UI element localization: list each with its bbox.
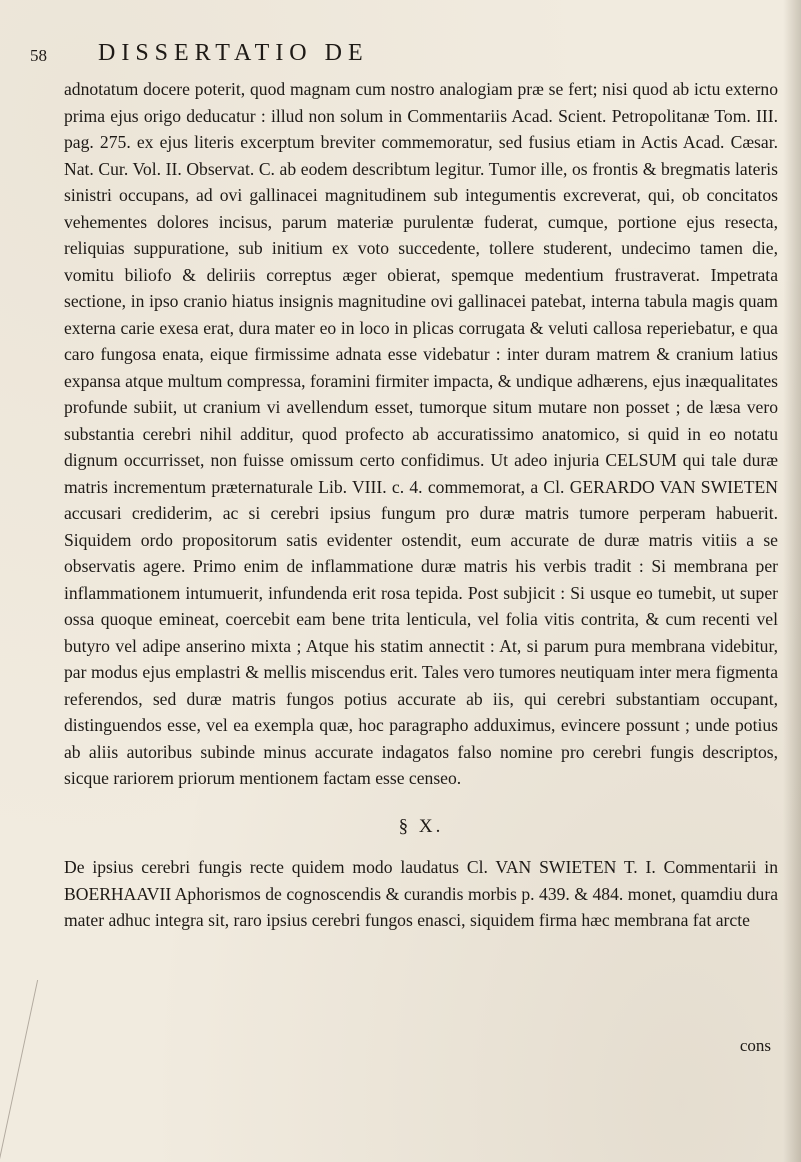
page-number: 58 xyxy=(30,46,47,65)
running-head: DISSERTATIO DE xyxy=(98,40,369,66)
body-text xyxy=(64,76,778,934)
paragraph-1: adnotatum docere poterit, quod magnam cum nostro analogiam præ se fert; nisi quod ab ictu externo prima ejus origo deducatur : illud non solum in Commentariis Acad. Scient. Petropolitanæ Tom. III. pag. 275. ex ejus literis excerptum breviter commemoratur, sed fusius etiam in Actis Acad. Cæsar. Nat. Cur. Vol. II. Observat. C. ab eodem describtum legitur. Tumor ille, os frontis & bregmatis lateris sinistri occupans, ad ovi gallinacei magnitudinem sub integumentis excreverat, qui, ob concitatos vehementes dolores incisus, parum materiæ purulentæ fuderat, cumque, portione ejus resecta, reliquias suppuratione, sub initium ex voto succedente, tollere studerent, undecimo tamen die, vomitu biliofo & deliriis correptus æger obierat, spemque medentium frustraverat. Impetrata sectione, in ipso cranio hiatus insignis magnitudine ovi gallinacei patebat, interna tabula magis quam externa carie exesa erat, dura mater eo in loco in plicas corrugata & veluti callosa reperiebatur, e qua caro fungosa enata, eique firmissime adnata esse videbatur : inter duram matrem & cranium latius expansa atque multum compressa, foramini firmiter impacta, & undique adhærens, ejus inæqualitates profunde subiit, ut cranium vi avellendum esset, tumorque situm mutare non posset ; de læsa vero substantia cerebri nihil additur, quod profecto ab accuratissimo anatomico, si quid in eo notatu dignum occurrisset, non fuisse omissum certo confidimus. Ut adeo injuria CELSUM qui tale duræ matris incrementum præternaturale Lib. VIII. c. 4. commemorat, a Cl. GERARDO VAN SWIETEN accusari crediderim, ac si cerebri ipsius fungum pro duræ matris tumore perperam habuerit. Siquidem ordo propositorum satis evidenter ostendit, eum accurate de duræ matris vitiis a se observatis agere. Primo enim de inflammatione duræ matris his verbis tradit : Si membrana per inflammationem intumuerit, infundenda erit rosa tepida. Post subjicit : Si usque eo tumebit, ut super ossa quoque emineat, coercebit eam bene trita lenticula, vel folia vitis contrita, & cum recenti vel butyro vel adipe anserino mixta ; Atque his statim annectit : At, si parum pura membrana videbitur, par modus ejus emplastri & mellis miscendus erit. Tales vero tumores neutiquam inter mera figmenta referendos, sed duræ matris fungos potius accurate ab iis, qui cerebri substantiam occupant, distinguendos esse, vel ea exempla quæ, hoc paragrapho adduximus, evincere possunt ; unde potius ab aliis autoribus subinde minus accurate indagatos falso nomine pro cerebri fungis descriptos, sicque rariorem priorum mentionem factam esse censeo. xyxy=(64,79,778,788)
page-header xyxy=(30,40,680,70)
margin-pencil-line xyxy=(0,980,98,1160)
section-heading: § X. xyxy=(398,815,444,837)
page-edge-shadow xyxy=(783,0,801,1162)
paragraph-2: De ipsius cerebri fungis recte quidem modo laudatus Cl. VAN SWIETEN T. I. Commentarii in BOERHAAVII Aphorismos de cognoscendis & curandis morbis p. 439. & 484. monet, quamdiu dura mater adhuc integra sit, raro ipsius cerebri fungos enasci, siquidem firma hæc membrana fat arcte xyxy=(64,857,778,930)
catchword: cons xyxy=(739,1036,771,1055)
